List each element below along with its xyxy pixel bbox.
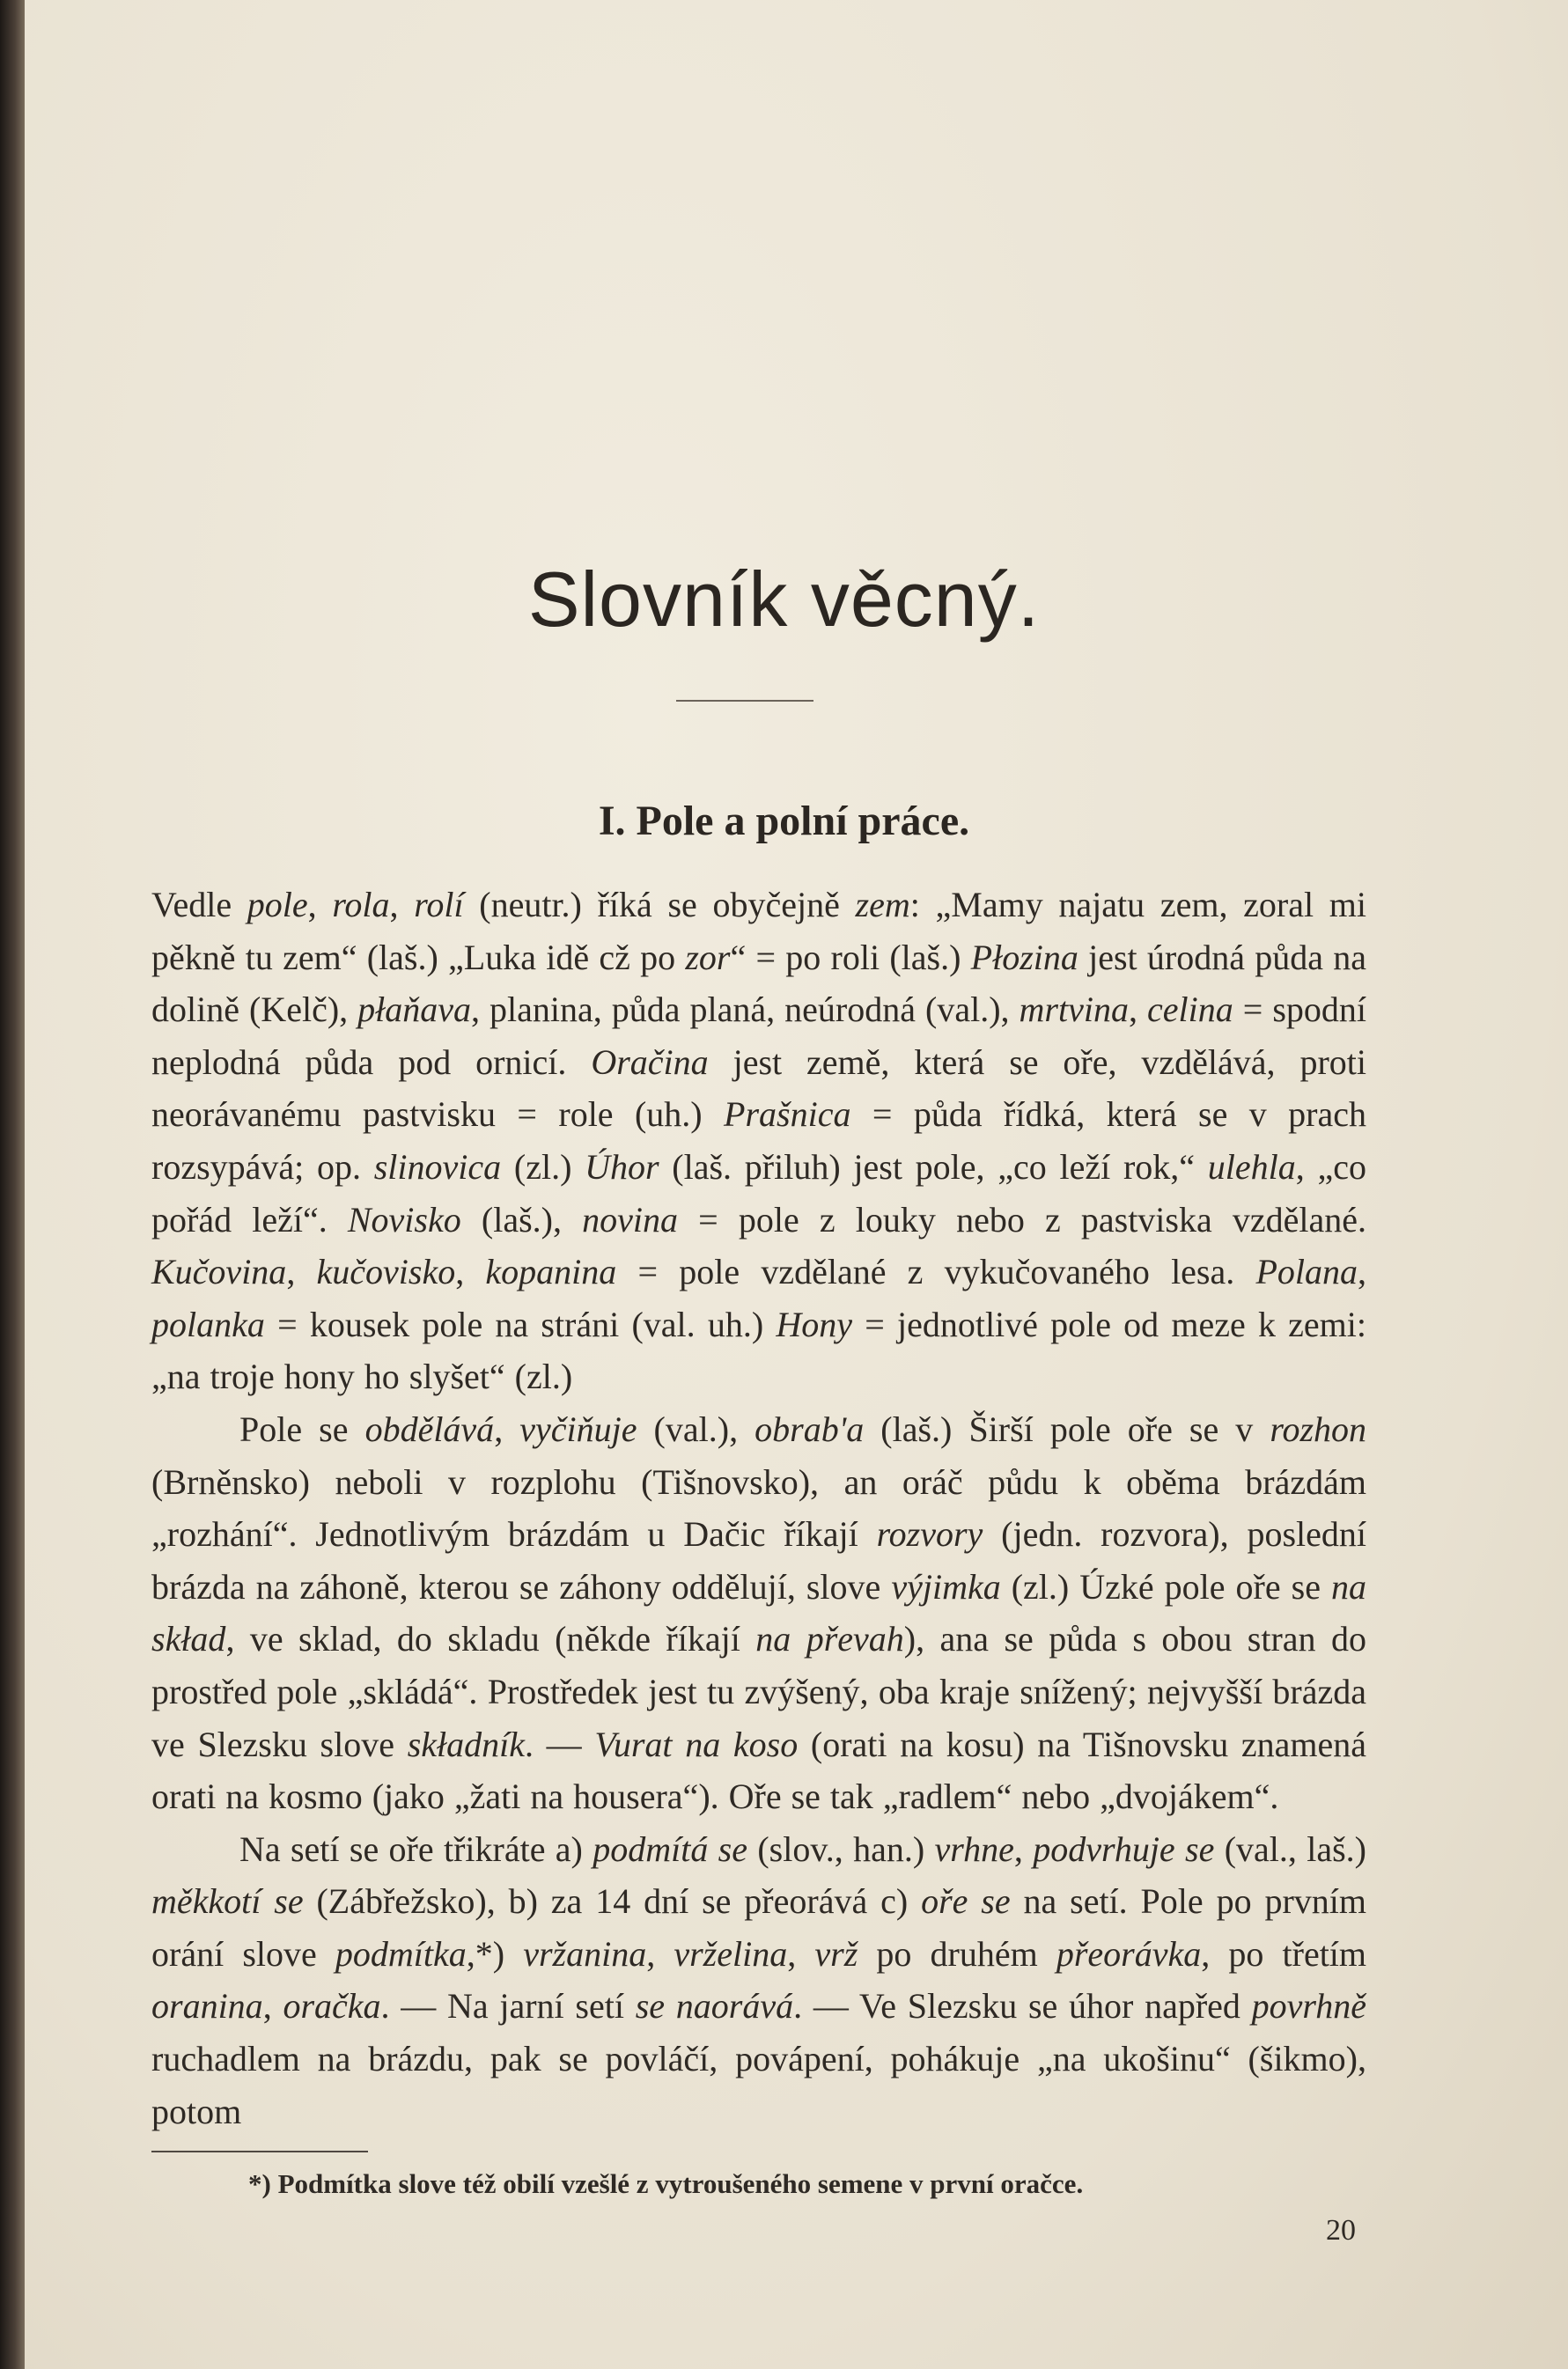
section-heading: I. Pole a polní práce. xyxy=(598,798,970,844)
footnote: *) Podmítka slove též obilí vzešlé z vytroušeného semene v první oračce. xyxy=(248,2168,1084,2199)
paragraph-1: Vedle pole, rola, rolí (neutr.) říká se obyčejně zem: „Mamy najatu zem, zoral mi pěkně tu zem“ (laš.) „Luka idě cž po zor“ = po roli (laš.) Płozina jest úrodná půda na dolině (Kelč), płaňava, planina, půda planá, neúrodná (val.), mrtvina, celina = spodní neplodná půda pod ornicí. Oračina jest země, která se oře, vzdělává, proti neorávanému pastvisku = role (uh.) Prašnica = půda řídká, která se v prach rozsypává; op. slinovica (zl.) Úhor (laš. přiluh) jest pole, „co leží rok,“ ulehla, „co pořád leží“. Novisko (laš.), novina = pole z louky nebo z pastviska vzdělané. Kučovina, kučovisko, kopanina = pole vzdělané z vykučovaného lesa. Polana, polanka = kousek pole na stráni (val. uh.) Hony = jednotlivé pole od meze k zemi: „na troje hony ho slyšet“ (zl.) xyxy=(151,885,1367,1397)
page-title: Slovník věcný. xyxy=(527,555,1041,643)
page-number: 20 xyxy=(1326,2214,1356,2247)
book-spine-shadow xyxy=(0,0,25,2369)
paragraph-3: Na setí se oře třikráte a) podmítá se (slov., han.) vrhne, podvrhuje se (val., laš.) měkkotí se (Zábřežsko), b) za 14 dní se přeorává c) oře se na setí. Pole po prvním orání slove podmítka,*) vržanina, vrželina, vrž po druhém přeorávka, po třetím oranina, oračka. — Na jarní setí se naorává. — Ve Slezsku se úhor napřed povrhně ruchadlem na brázdu, pak se povláčí, povápení, pohákuje „na ukošinu“ (šikmo), potom xyxy=(151,1828,1367,2131)
paragraph-2: Pole se obdělává, vyčiňuje (val.), obrab'a (laš.) Širší pole oře se v rozhon (Brněnsko) neboli v rozplohu (Tišnovsko), an oráč půdu k oběma brázdám „rozhání“. Jednotlivým brázdám u Dačic říkají rozvory (jedn. rozvora), poslední brázda na záhoně, kterou se záhony oddělují, slove výjimka (zl.) Úzké pole oře se na skład, ve sklad, do skladu (někde říkají na převah), ana se půda s obou stran do prostřed pole „skládá“. Prostředek jest tu zvýšený, oba kraje snížený; nejvyšší brázda ve Slezsku slove składník. — Vurat na koso (orati na kosu) na Tišnovsku znamená orati na kosmo (jako „žati na housera“). Oře se tak „radlem“ nebo „dvojákem“. xyxy=(151,1409,1367,1817)
body-text xyxy=(151,879,1366,2137)
footnote-divider xyxy=(151,2151,368,2152)
title-divider xyxy=(676,700,813,702)
